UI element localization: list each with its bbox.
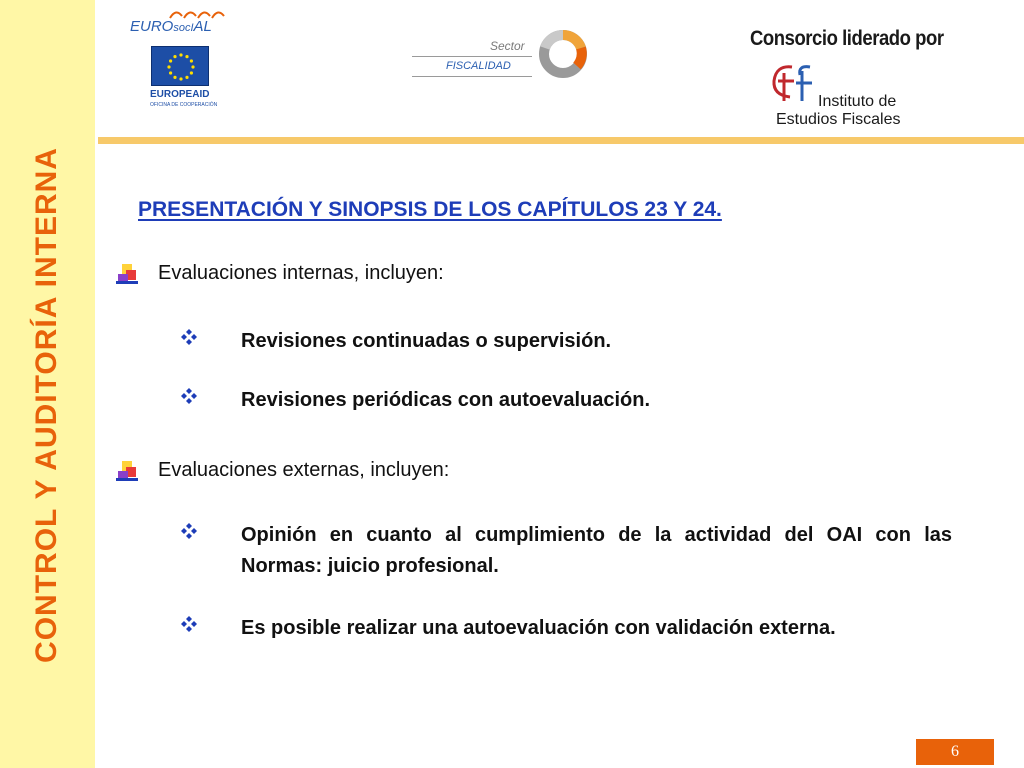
section-heading-text: Evaluaciones internas, incluyen: bbox=[158, 262, 444, 284]
diamond-bullet-icon bbox=[180, 387, 198, 405]
ief-logo bbox=[750, 55, 928, 133]
list-item-text: Revisiones continuadas o supervisión. bbox=[241, 330, 612, 352]
section-heading-text: Evaluaciones externas, incluyen: bbox=[158, 459, 450, 481]
list-item-text: Revisiones periódicas con autoevaluación. bbox=[241, 389, 651, 411]
sector-ring-icon bbox=[537, 28, 589, 80]
europeaid-subtitle: OFICINA DE COOPERACIÓN bbox=[150, 102, 218, 108]
list-item-text: Es posible realizar una autoevaluación con validación externa. bbox=[241, 617, 836, 639]
sector-divider-bottom bbox=[412, 76, 532, 77]
page-number: 6 bbox=[916, 739, 994, 765]
sector-fiscalidad-logo bbox=[412, 26, 592, 86]
eurosocial-wordmark: EUROsocIAL bbox=[130, 18, 212, 35]
consorcio-label: Consorcio liderado por bbox=[750, 27, 944, 50]
sector-label: Sector bbox=[490, 39, 525, 53]
europeaid-label: EUROPEAID bbox=[150, 89, 210, 100]
sidebar bbox=[0, 0, 95, 768]
ief-name: Instituto de Estudios Fiscales bbox=[776, 93, 901, 128]
list-item-text: Opinión en cuanto al cumplimiento de la actividad del OAI con las Normas: juicio profesional. bbox=[241, 524, 952, 577]
header-divider bbox=[98, 137, 1024, 144]
diamond-bullet-icon bbox=[180, 522, 198, 540]
eurosocial-logo bbox=[130, 6, 230, 110]
diamond-bullet-icon bbox=[180, 328, 198, 346]
bullet-square-icon bbox=[116, 262, 140, 286]
bullet-square-icon bbox=[116, 459, 140, 483]
diamond-bullet-icon bbox=[180, 615, 198, 633]
slide-title: PRESENTACIÓN Y SINOPSIS DE LOS CAPÍTULOS 23 Y 24. bbox=[138, 198, 722, 221]
fiscalidad-label: FISCALIDAD bbox=[446, 60, 511, 72]
sector-divider bbox=[412, 56, 532, 57]
eu-flag-icon bbox=[151, 46, 209, 86]
sidebar-title: CONTROL Y AUDITORÍA INTERNA bbox=[30, 147, 63, 663]
